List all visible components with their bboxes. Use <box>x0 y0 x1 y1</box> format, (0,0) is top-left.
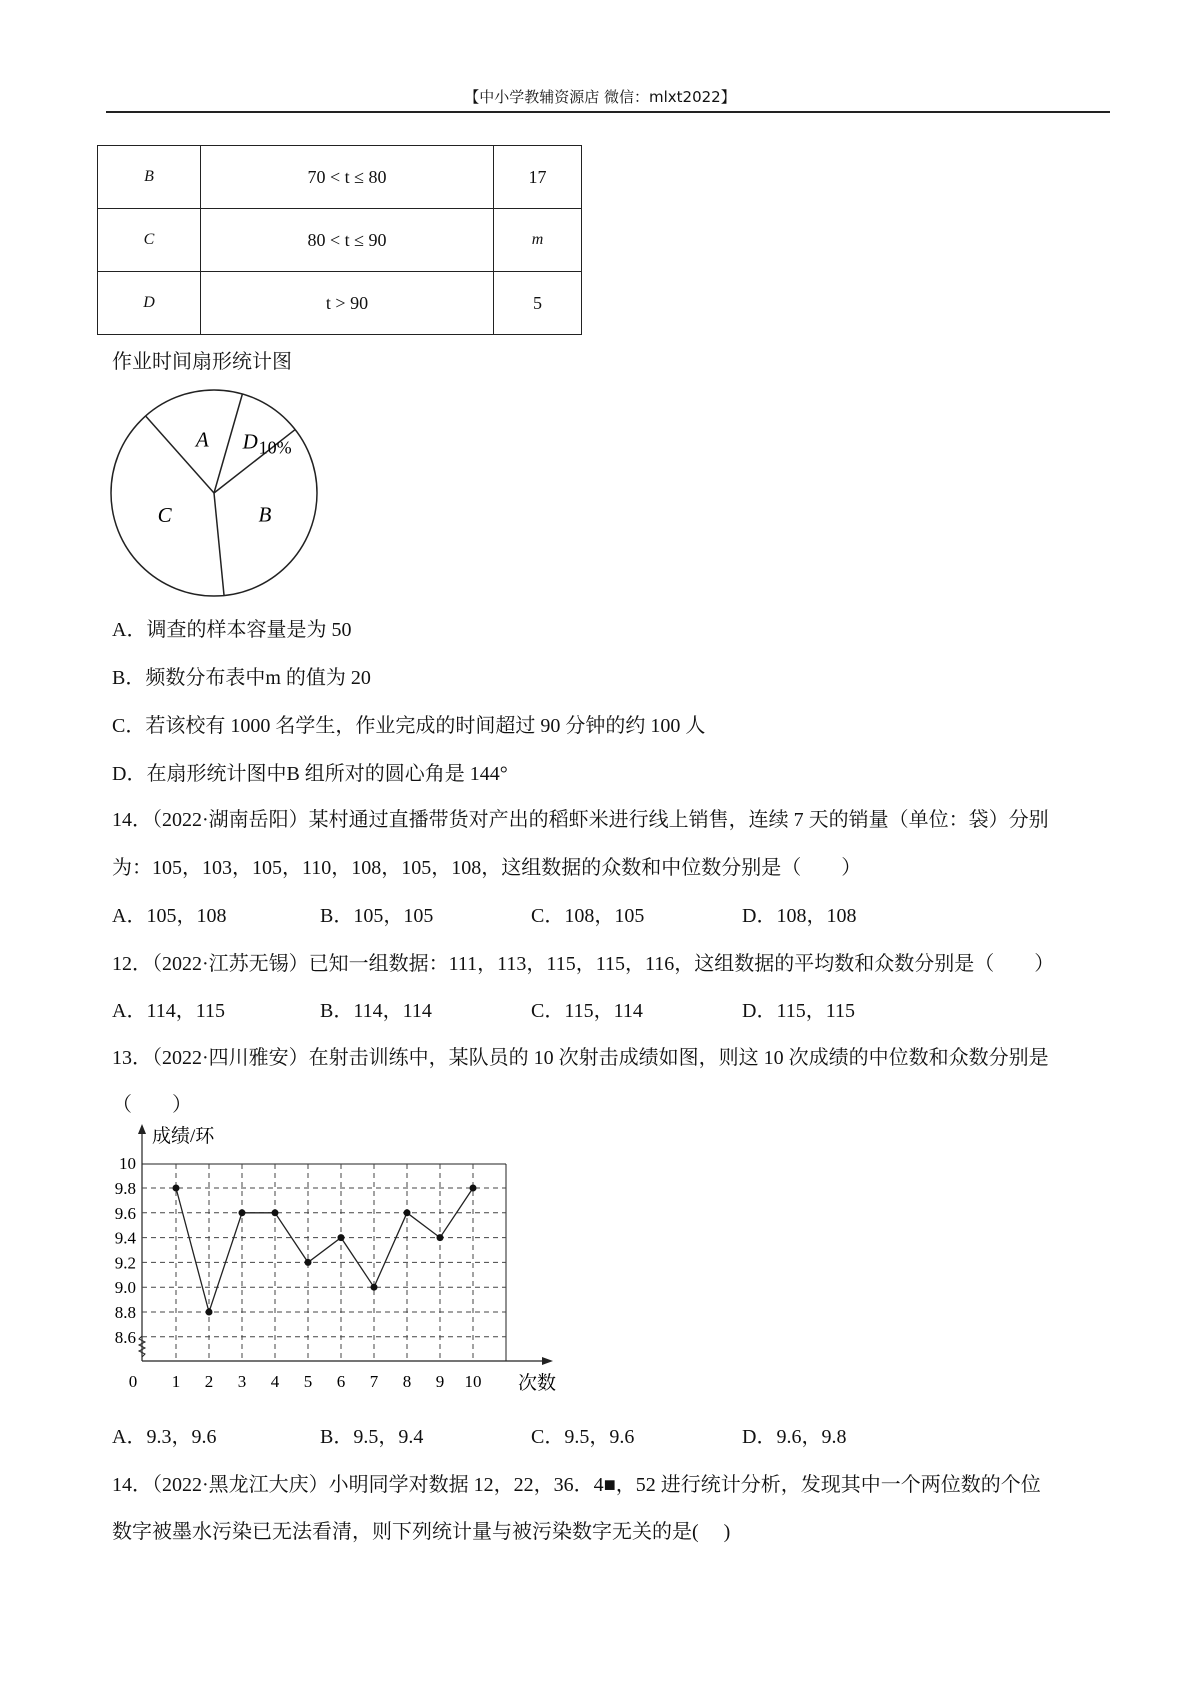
series-line <box>176 1188 473 1312</box>
table-row <box>98 272 582 335</box>
group-cell: C <box>98 209 201 272</box>
q14-option-a: A．105，108 <box>112 905 227 927</box>
pie-slice-percent-d: 10% <box>258 437 292 458</box>
q14-option-d: D．108，108 <box>742 905 857 927</box>
pie-chart <box>100 380 340 610</box>
data-point <box>173 1185 180 1192</box>
x-axis-arrow-icon <box>542 1357 553 1365</box>
q12-option-d: D．115，115 <box>742 1000 855 1022</box>
group-cell: D <box>98 272 201 335</box>
data-point <box>437 1234 444 1241</box>
x-tick-label: 3 <box>237 1372 247 1391</box>
q14-option-b: B．105，105 <box>320 905 434 927</box>
data-point <box>371 1284 378 1291</box>
pie-slice-label-c: C <box>157 503 172 528</box>
table-row <box>98 209 582 272</box>
data-point <box>404 1209 411 1216</box>
x-tick-label: 4 <box>270 1372 280 1391</box>
x-tick-label: 0 <box>128 1372 138 1391</box>
q12-option-a: A．114，115 <box>112 1000 225 1022</box>
pie-chart-title: 作业时间扇形统计图 <box>112 351 292 373</box>
y-tick-label: 8.6 <box>114 1327 136 1347</box>
y-tick-label: 9.0 <box>114 1278 136 1298</box>
option-a: A．调查的样本容量是为 50 <box>112 619 352 641</box>
data-point <box>470 1185 477 1192</box>
range-cell: t > 90 <box>201 272 494 335</box>
frequency-table <box>97 145 582 335</box>
count-cell: 5 <box>494 272 582 335</box>
x-tick-label: 10 <box>464 1372 482 1391</box>
x-tick-label: 9 <box>435 1372 445 1391</box>
range-cell: 80 < t ≤ 90 <box>201 209 494 272</box>
count-cell: 17 <box>494 146 582 209</box>
q12-option-b: B．114，114 <box>320 1000 432 1022</box>
question-13-text: 13．（2022·四川雅安）在射击训练中，某队员的 10 次射击成绩如图，则这 10 次成绩的中位数和众数分别是 <box>112 1047 1049 1069</box>
x-axis-label: 次数 <box>518 1373 557 1394</box>
pie-slice-label-d: D <box>242 429 258 454</box>
pie-slice-label-b: B <box>258 502 272 527</box>
data-point <box>239 1209 246 1216</box>
x-tick-label: 2 <box>204 1372 214 1391</box>
page-header: 【中小学教辅资源店 微信：mlxt2022】 <box>464 88 736 106</box>
range-cell: 70 < t ≤ 80 <box>201 146 494 209</box>
question-14b-text-cont: 数字被墨水污染已无法看清，则下列统计量与被污染数字无关的是( ) <box>112 1521 731 1543</box>
pie-slice-boundary <box>214 493 224 596</box>
q13-option-c: C．9.5，9.6 <box>531 1426 635 1448</box>
data-point <box>206 1309 213 1316</box>
question-12-text: 12．（2022·江苏无锡）已知一组数据：111，113，115，115，116，这组数据的平均数和众数分别是（ ） <box>112 953 1055 975</box>
table-row <box>98 146 582 209</box>
header-divider <box>106 111 1110 113</box>
group-cell: B <box>98 146 201 209</box>
y-tick-label: 9.8 <box>114 1179 136 1198</box>
x-tick-label: 8 <box>402 1372 412 1391</box>
y-tick-label: 10 <box>119 1154 136 1174</box>
data-point <box>272 1209 279 1216</box>
y-tick-label: 8.8 <box>114 1303 136 1322</box>
y-tick-label: 9.2 <box>114 1253 136 1273</box>
x-tick-label: 6 <box>336 1372 346 1391</box>
line-chart <box>100 1120 580 1420</box>
data-point <box>305 1259 312 1266</box>
pie-slice-boundary <box>214 394 242 493</box>
x-tick-label: 5 <box>303 1372 313 1391</box>
pie-slice-label-a: A <box>195 427 209 452</box>
x-tick-label: 7 <box>369 1372 379 1391</box>
y-axis-label: 成绩/环 <box>152 1126 215 1147</box>
question-14b-text: 14．（2022·黑龙江大庆）小明同学对数据 12，22，36．4■，52 进行统计分析，发现其中一个两位数的个位 <box>112 1474 1041 1496</box>
option-d: D．在扇形统计图中B 组所对的圆心角是 144° <box>112 763 508 785</box>
question-14-text-cont: 为：105，103，105，110，108，105，108，这组数据的众数和中位数分别是（ ） <box>112 857 862 879</box>
y-tick-label: 9.6 <box>114 1203 136 1223</box>
x-tick-label: 1 <box>171 1372 181 1391</box>
q12-option-c: C．115，114 <box>531 1000 643 1022</box>
q14-option-c: C．108，105 <box>531 905 645 927</box>
option-b: B．频数分布表中m 的值为 20 <box>112 667 371 689</box>
question-13-text-cont: （ ） <box>112 1094 192 1116</box>
q13-option-d: D．9.6，9.8 <box>742 1426 847 1448</box>
data-point <box>338 1234 345 1241</box>
question-14-text: 14．（2022·湖南岳阳）某村通过直播带货对产出的稻虾米进行线上销售，连续 7 天的销量（单位：袋）分别 <box>112 809 1049 831</box>
q13-option-a: A．9.3，9.6 <box>112 1426 217 1448</box>
q13-option-b: B．9.5，9.4 <box>320 1426 424 1448</box>
y-tick-label: 9.4 <box>114 1228 136 1248</box>
count-cell: m <box>494 209 582 272</box>
y-axis-arrow-icon <box>138 1124 146 1134</box>
option-c: C．若该校有 1000 名学生，作业完成的时间超过 90 分钟的约 100 人 <box>112 715 706 737</box>
